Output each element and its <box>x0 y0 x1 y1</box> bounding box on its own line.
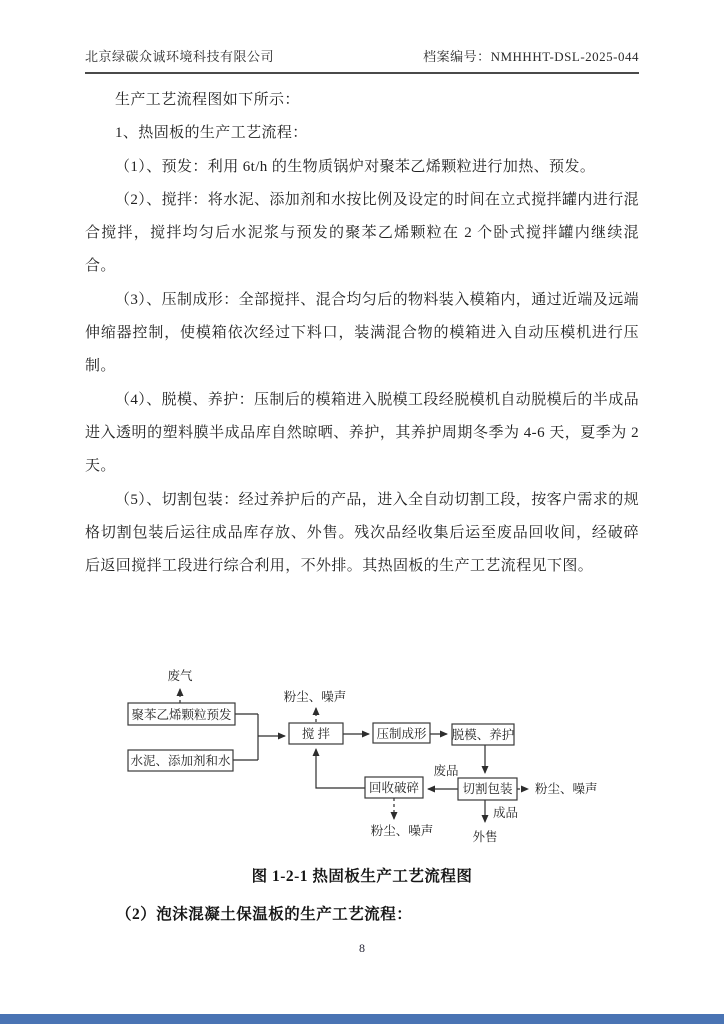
sale-label: 外售 <box>472 830 498 844</box>
dust-noise-recycle-label: 粉尘、噪声 <box>370 824 434 838</box>
paragraph: （3）、压制成形：全部搅拌、混合均匀后的物料装入模箱内，通过近端及远端伸缩器控制，使模箱依次经过下料口，装满混合物的模箱进入自动压模机进行压制。 <box>85 291 640 375</box>
scrap-label: 废品 <box>433 764 459 778</box>
body-text <box>85 84 639 583</box>
paragraph: 1、热固板的生产工艺流程： <box>115 125 308 142</box>
node-cutting-label: 切割包装 <box>462 782 513 796</box>
page-header <box>85 46 639 74</box>
node-pre-expansion-label: 聚苯乙烯颗粒预发 <box>131 708 232 722</box>
product-label: 成品 <box>493 806 519 820</box>
paragraph: 生产工艺流程图如下所示： <box>115 92 300 108</box>
paragraph: （2）、搅拌：将水泥、添加剂和水按比例及设定的时间在立式搅拌罐内进行混合搅拌，搅拌均匀后水泥浆与预发的聚苯乙烯颗粒在 2 个卧式搅拌罐内继续混合。 <box>85 191 640 275</box>
company-name: 北京绿碳众诚环境科技有限公司 <box>85 49 275 64</box>
process-flow-diagram <box>95 658 635 853</box>
archive-number: 档案编号：NMHHHT-DSL-2025-044 <box>423 49 639 64</box>
node-pressing-label: 压制成形 <box>376 727 427 741</box>
arrow-recycle-mixing <box>316 749 365 788</box>
dust-noise-cutting-label: 粉尘、噪声 <box>535 782 598 796</box>
node-mixing-label: 搅 拌 <box>301 727 331 741</box>
dust-noise-mixing-label: 粉尘、噪声 <box>283 690 347 704</box>
waste-gas-label: 废气 <box>167 669 193 683</box>
bottom-accent-bar <box>0 1014 724 1024</box>
page-number: 8 <box>359 941 365 955</box>
node-cement-label: 水泥、添加剂和水 <box>130 754 231 768</box>
node-demold-label: 脱模、养护 <box>451 728 515 742</box>
paragraph: （4）、脱模、养护：压制后的模箱进入脱模工段经脱模机自动脱模后的半成品进入透明的塑料膜半成品库自然晾晒、养护，其养护周期冬季为 4-6 天，夏季为 2 天。 <box>85 391 640 475</box>
paragraph: （5）、切割包装：经过养护后的产品，进入全自动切割工段，按客户需求的规格切割包装后运往成品库存放、外售。残次品经收集后运至废品回收间，经破碎后返回搅拌工段进行综合利用，不外排。其热固板的生产工艺流程见下图。 <box>85 491 640 575</box>
section-subheading: （2）泡沫混凝土保温板的生产工艺流程： <box>116 906 413 923</box>
paragraph: （1）、预发：利用 6t/h 的生物质锅炉对聚苯乙烯颗粒进行加热、预发。 <box>115 158 596 175</box>
node-recycle-label: 回收破碎 <box>368 781 420 795</box>
figure-caption: 图 1-2-1 热固板生产工艺流程图 <box>251 868 473 885</box>
